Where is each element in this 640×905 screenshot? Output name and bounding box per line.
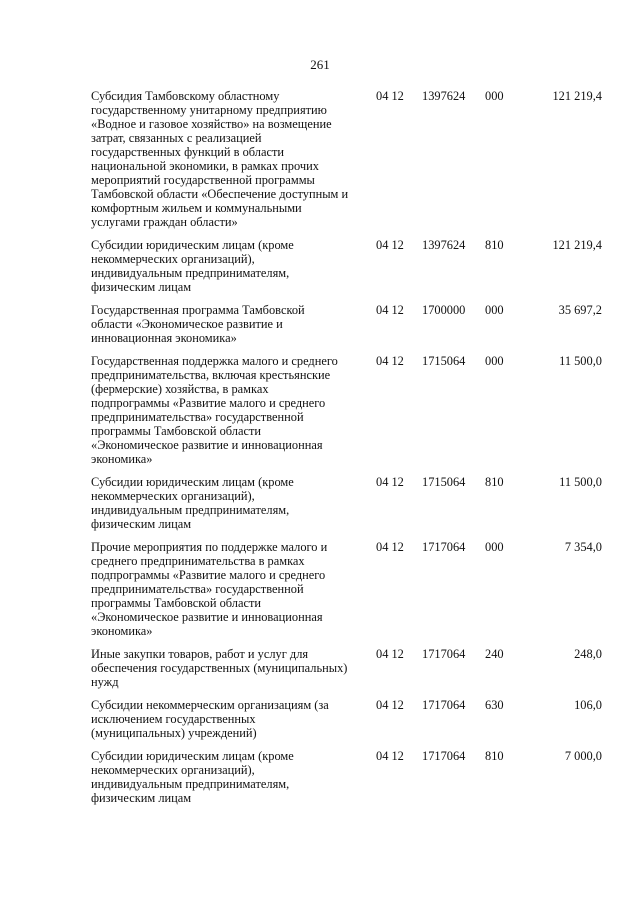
table-row <box>91 475 605 540</box>
amount-value: 7 354,0 <box>564 540 602 554</box>
section-code: 04 12 <box>376 647 404 661</box>
amount-value: 121 219,4 <box>552 89 602 103</box>
amount-value: 7 000,0 <box>564 749 602 763</box>
section-code: 04 12 <box>376 698 404 712</box>
expense-name: Субсидии некоммерческим организациям (за исключением государственных (муниципальных) учреждений) <box>91 698 329 740</box>
expense-type-code: 810 <box>485 238 504 252</box>
amount-value: 11 500,0 <box>559 354 602 368</box>
expense-type-code: 000 <box>485 354 504 368</box>
expense-type-code: 000 <box>485 303 504 317</box>
target-item-code: 1717064 <box>422 647 466 661</box>
amount-value: 121 219,4 <box>552 238 602 252</box>
expense-name: Государственная программа Тамбовской области «Экономическое развитие и инновационная экономика» <box>91 303 305 345</box>
expense-type-code: 000 <box>485 89 504 103</box>
amount-value: 35 697,2 <box>558 303 602 317</box>
expense-name: Субсидия Тамбовскому областному государственному унитарному предприятию «Водное и газовое хозяйство» на возмещение затрат, связанных с реализацией государственных функций в области национальной экономики, в рамках прочих мероприятий государственной программы Тамбовской области «Обеспечение доступным и комфортным жильем и коммунальными услугами граждан области» <box>91 89 349 229</box>
expense-type-code: 810 <box>485 749 504 763</box>
target-item-code: 1700000 <box>422 303 466 317</box>
target-item-code: 1715064 <box>422 354 466 368</box>
table-row <box>91 89 605 238</box>
section-code: 04 12 <box>376 475 404 489</box>
table-row <box>91 238 605 303</box>
table-row <box>91 303 605 354</box>
target-item-code: 1717064 <box>422 540 466 554</box>
page-number: 261 <box>310 57 330 72</box>
budget-table <box>91 89 605 814</box>
section-code: 04 12 <box>376 540 404 554</box>
section-code: 04 12 <box>376 89 404 103</box>
expense-name: Прочие мероприятия по поддержке малого и среднего предпринимательства в рамках подпрограммы «Развитие малого и среднего предпринимательства» государственной программы Тамбовской области «Экономическое развитие и инновационная экономика» <box>91 540 328 638</box>
table-row <box>91 540 605 647</box>
table-row <box>91 647 605 698</box>
section-code: 04 12 <box>376 303 404 317</box>
amount-value: 248,0 <box>574 647 602 661</box>
target-item-code: 1397624 <box>422 238 466 252</box>
expense-name: Субсидии юридическим лицам (кроме некоммерческих организаций), индивидуальным предпринимателям, физическим лицам <box>91 749 294 805</box>
target-item-code: 1717064 <box>422 749 466 763</box>
expense-type-code: 630 <box>485 698 504 712</box>
target-item-code: 1715064 <box>422 475 466 489</box>
amount-value: 106,0 <box>574 698 602 712</box>
expense-type-code: 240 <box>485 647 504 661</box>
expense-type-code: 000 <box>485 540 504 554</box>
section-code: 04 12 <box>376 354 404 368</box>
amount-value: 11 500,0 <box>559 475 602 489</box>
expense-type-code: 810 <box>485 475 504 489</box>
budget-table-body <box>91 89 605 814</box>
table-row <box>91 354 605 475</box>
target-item-code: 1397624 <box>422 89 466 103</box>
expense-name: Иные закупки товаров, работ и услуг для обеспечения государственных (муниципальных) нужд <box>91 647 348 689</box>
expense-name: Субсидии юридическим лицам (кроме некоммерческих организаций), индивидуальным предпринимателям, физическим лицам <box>91 475 294 531</box>
expense-name: Государственная поддержка малого и среднего предпринимательства, включая крестьянские (фермерские) хозяйства, в рамках подпрограммы «Развитие малого и среднего предпринимательства» государственной программы Тамбовской области «Экономическое развитие и инновационная экономика» <box>91 354 338 466</box>
expense-name: Субсидии юридическим лицам (кроме некоммерческих организаций), индивидуальным предпринимателям, физическим лицам <box>91 238 294 294</box>
table-row <box>91 698 605 749</box>
section-code: 04 12 <box>376 749 404 763</box>
section-code: 04 12 <box>376 238 404 252</box>
target-item-code: 1717064 <box>422 698 466 712</box>
table-row <box>91 749 605 814</box>
